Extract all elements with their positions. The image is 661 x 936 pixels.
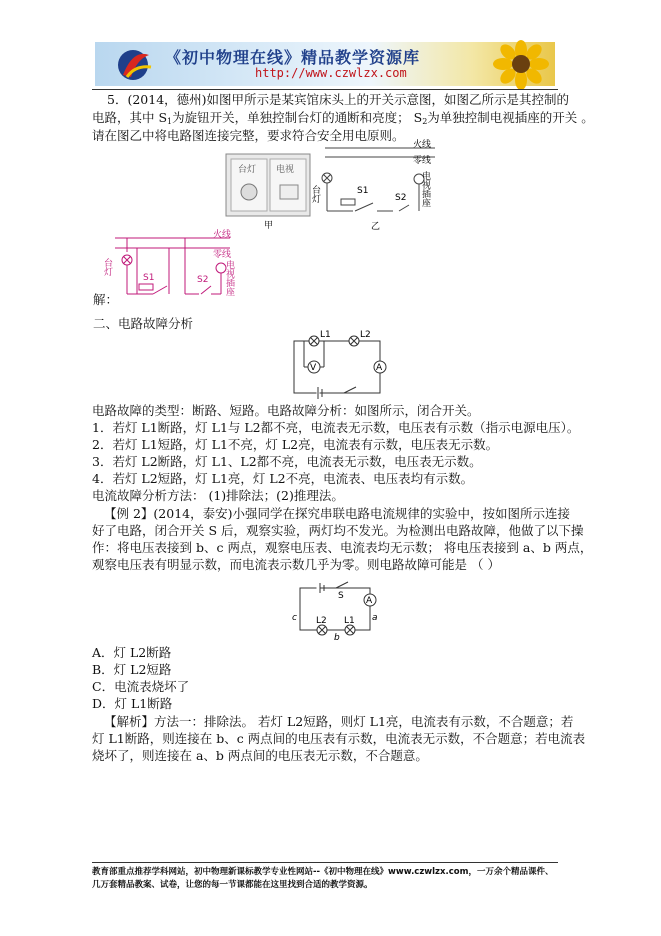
- panel-tv-label: 电视: [276, 165, 295, 175]
- option-c: C．电流表烧坏了: [92, 679, 190, 694]
- analysis-item4: 4．若灯 L2短路，灯 L1亮，灯 L2不亮，电流表、电压表均有示数。: [92, 471, 474, 486]
- answer-neutral-label: 零线: [213, 250, 232, 260]
- logo-icon: [115, 45, 155, 83]
- header-title: 《初中物理在线》精品教学资源库: [165, 48, 421, 67]
- analysis-item3: 3．若灯 L2断路，灯 L1、L2都不亮，电流表无示数，电压表无示数。: [92, 454, 482, 469]
- answer-s2-label: S2: [197, 275, 209, 285]
- option-d: D．灯 L1断路: [92, 696, 173, 711]
- footer-line1: 教育部重点推荐学科网站，初中物理新课标教学专业性网站--《初中物理在线》www.czwlzx.com，一万余个精品课件、: [92, 867, 554, 877]
- analysis-item1: 1．若灯 L1断路，灯 L1与 L2都不亮，电流表无示数，电压表有示数（指示电源电压）。: [92, 420, 580, 435]
- socket-label: 电视插座: [420, 171, 430, 207]
- answer-s1-label: S1: [143, 273, 155, 283]
- c2-l1-label: L1: [344, 616, 355, 626]
- option-a: A．灯 L2断路: [92, 645, 172, 660]
- footer-line2: 几万套精品教案、试卷，让您的每一节课都能在这里找到合适的教学资源。: [92, 880, 373, 890]
- answer-lamp-label: 台灯: [102, 258, 112, 276]
- example2-circuit-figure: [292, 578, 382, 643]
- l1-label: L1: [320, 330, 331, 340]
- point-b-label: b: [334, 633, 340, 643]
- example2-line1: 【例 2】(2014，泰安)小强同学在探究串联电路电流规律的实验中，按如图所示连接: [104, 506, 570, 521]
- example2-line4: 观察电压表有明显示数，而电流表示数几乎为零。则电路故障可能是 （ ）: [92, 557, 500, 572]
- answer-live-label: 火线: [213, 230, 232, 240]
- switch-s-label: S: [338, 591, 344, 601]
- header-banner: [95, 42, 555, 86]
- l2-label: L2: [360, 330, 371, 340]
- figure-yi-label: 乙: [371, 222, 381, 232]
- s2-label: S2: [395, 193, 407, 203]
- analysis-item2: 2．若灯 L1短路，灯 L1不亮，灯 L2亮，电流表有示数，电压表无示数。: [92, 437, 499, 452]
- analysis-intro: 电路故障的类型：断路、短路。电路故障分析：如图所示，闭合开关。: [92, 403, 480, 418]
- figure-jia-label: 甲: [264, 221, 274, 231]
- answer-circuit-figure: [102, 228, 245, 308]
- point-a-label: a: [372, 613, 378, 623]
- point-c-label: c: [292, 613, 297, 623]
- c2-l2-label: L2: [316, 616, 327, 626]
- circuit-yi-figure: [310, 140, 445, 233]
- fault-circuit-figure: [290, 330, 390, 403]
- switch-panel-figure: [224, 150, 314, 230]
- answer-label: 解：: [93, 292, 119, 307]
- sunflower-icon: [487, 42, 555, 86]
- analysis-methods: 电流故障分析方法： (1)排除法；(2)推理法。: [92, 488, 344, 503]
- panel-lamp-label: 台灯: [238, 165, 257, 175]
- voltmeter-label: V: [310, 363, 317, 373]
- explanation-line2: 灯 L1断路，则连接在 b、c 两点间的电压表有示数，电流表无示数，不合题意；若电流表: [92, 731, 586, 746]
- s1-label: S1: [357, 186, 369, 196]
- explanation-line1: 【解析】方法一：排除法。 若灯 L2短路，则灯 L1亮，电流表有示数，不合题意；若: [104, 714, 574, 729]
- ammeter2-label: A: [366, 596, 373, 606]
- q5-line3: 请在图乙中将电路图连接完整，要求符合安全用电原则。: [92, 128, 405, 143]
- q5-line1: 5．(2014，德州)如图甲所示是某宾馆床头上的开关示意图，如图乙所示是其控制的: [107, 92, 570, 107]
- q5-line2: 电路，其中 S1为旋钮开关，单独控制台灯的通断和亮度； S2为单独控制电视插座的开关 。: [92, 110, 594, 126]
- lamp-label: 台灯: [310, 185, 320, 203]
- option-b: B．灯 L2短路: [92, 662, 172, 677]
- neutral-wire-label: 零线: [413, 156, 432, 166]
- section2-title: 二、电路故障分析: [93, 316, 194, 331]
- ammeter-label: A: [376, 363, 383, 373]
- example2-line3: 作：将电压表接到 b、c 两点，观察电压表、电流表均无示数； 将电压表接到 a、b 两点，: [92, 540, 593, 555]
- answer-socket-label: 电视插座: [224, 260, 234, 296]
- header-rule: [92, 89, 558, 90]
- explanation-line3: 烧坏了，则连接在 a、b 两点间的电压表无示数，不合题意。: [92, 748, 428, 763]
- footer-rule: [92, 862, 558, 863]
- live-wire-label: 火线: [413, 140, 432, 150]
- example2-line2: 好了电路，闭合开关 S 后，观察实验，两灯均不发光。为检测出电路故障，他做了以下操: [92, 523, 584, 538]
- header-url: http://www.czwlzx.com: [255, 66, 407, 80]
